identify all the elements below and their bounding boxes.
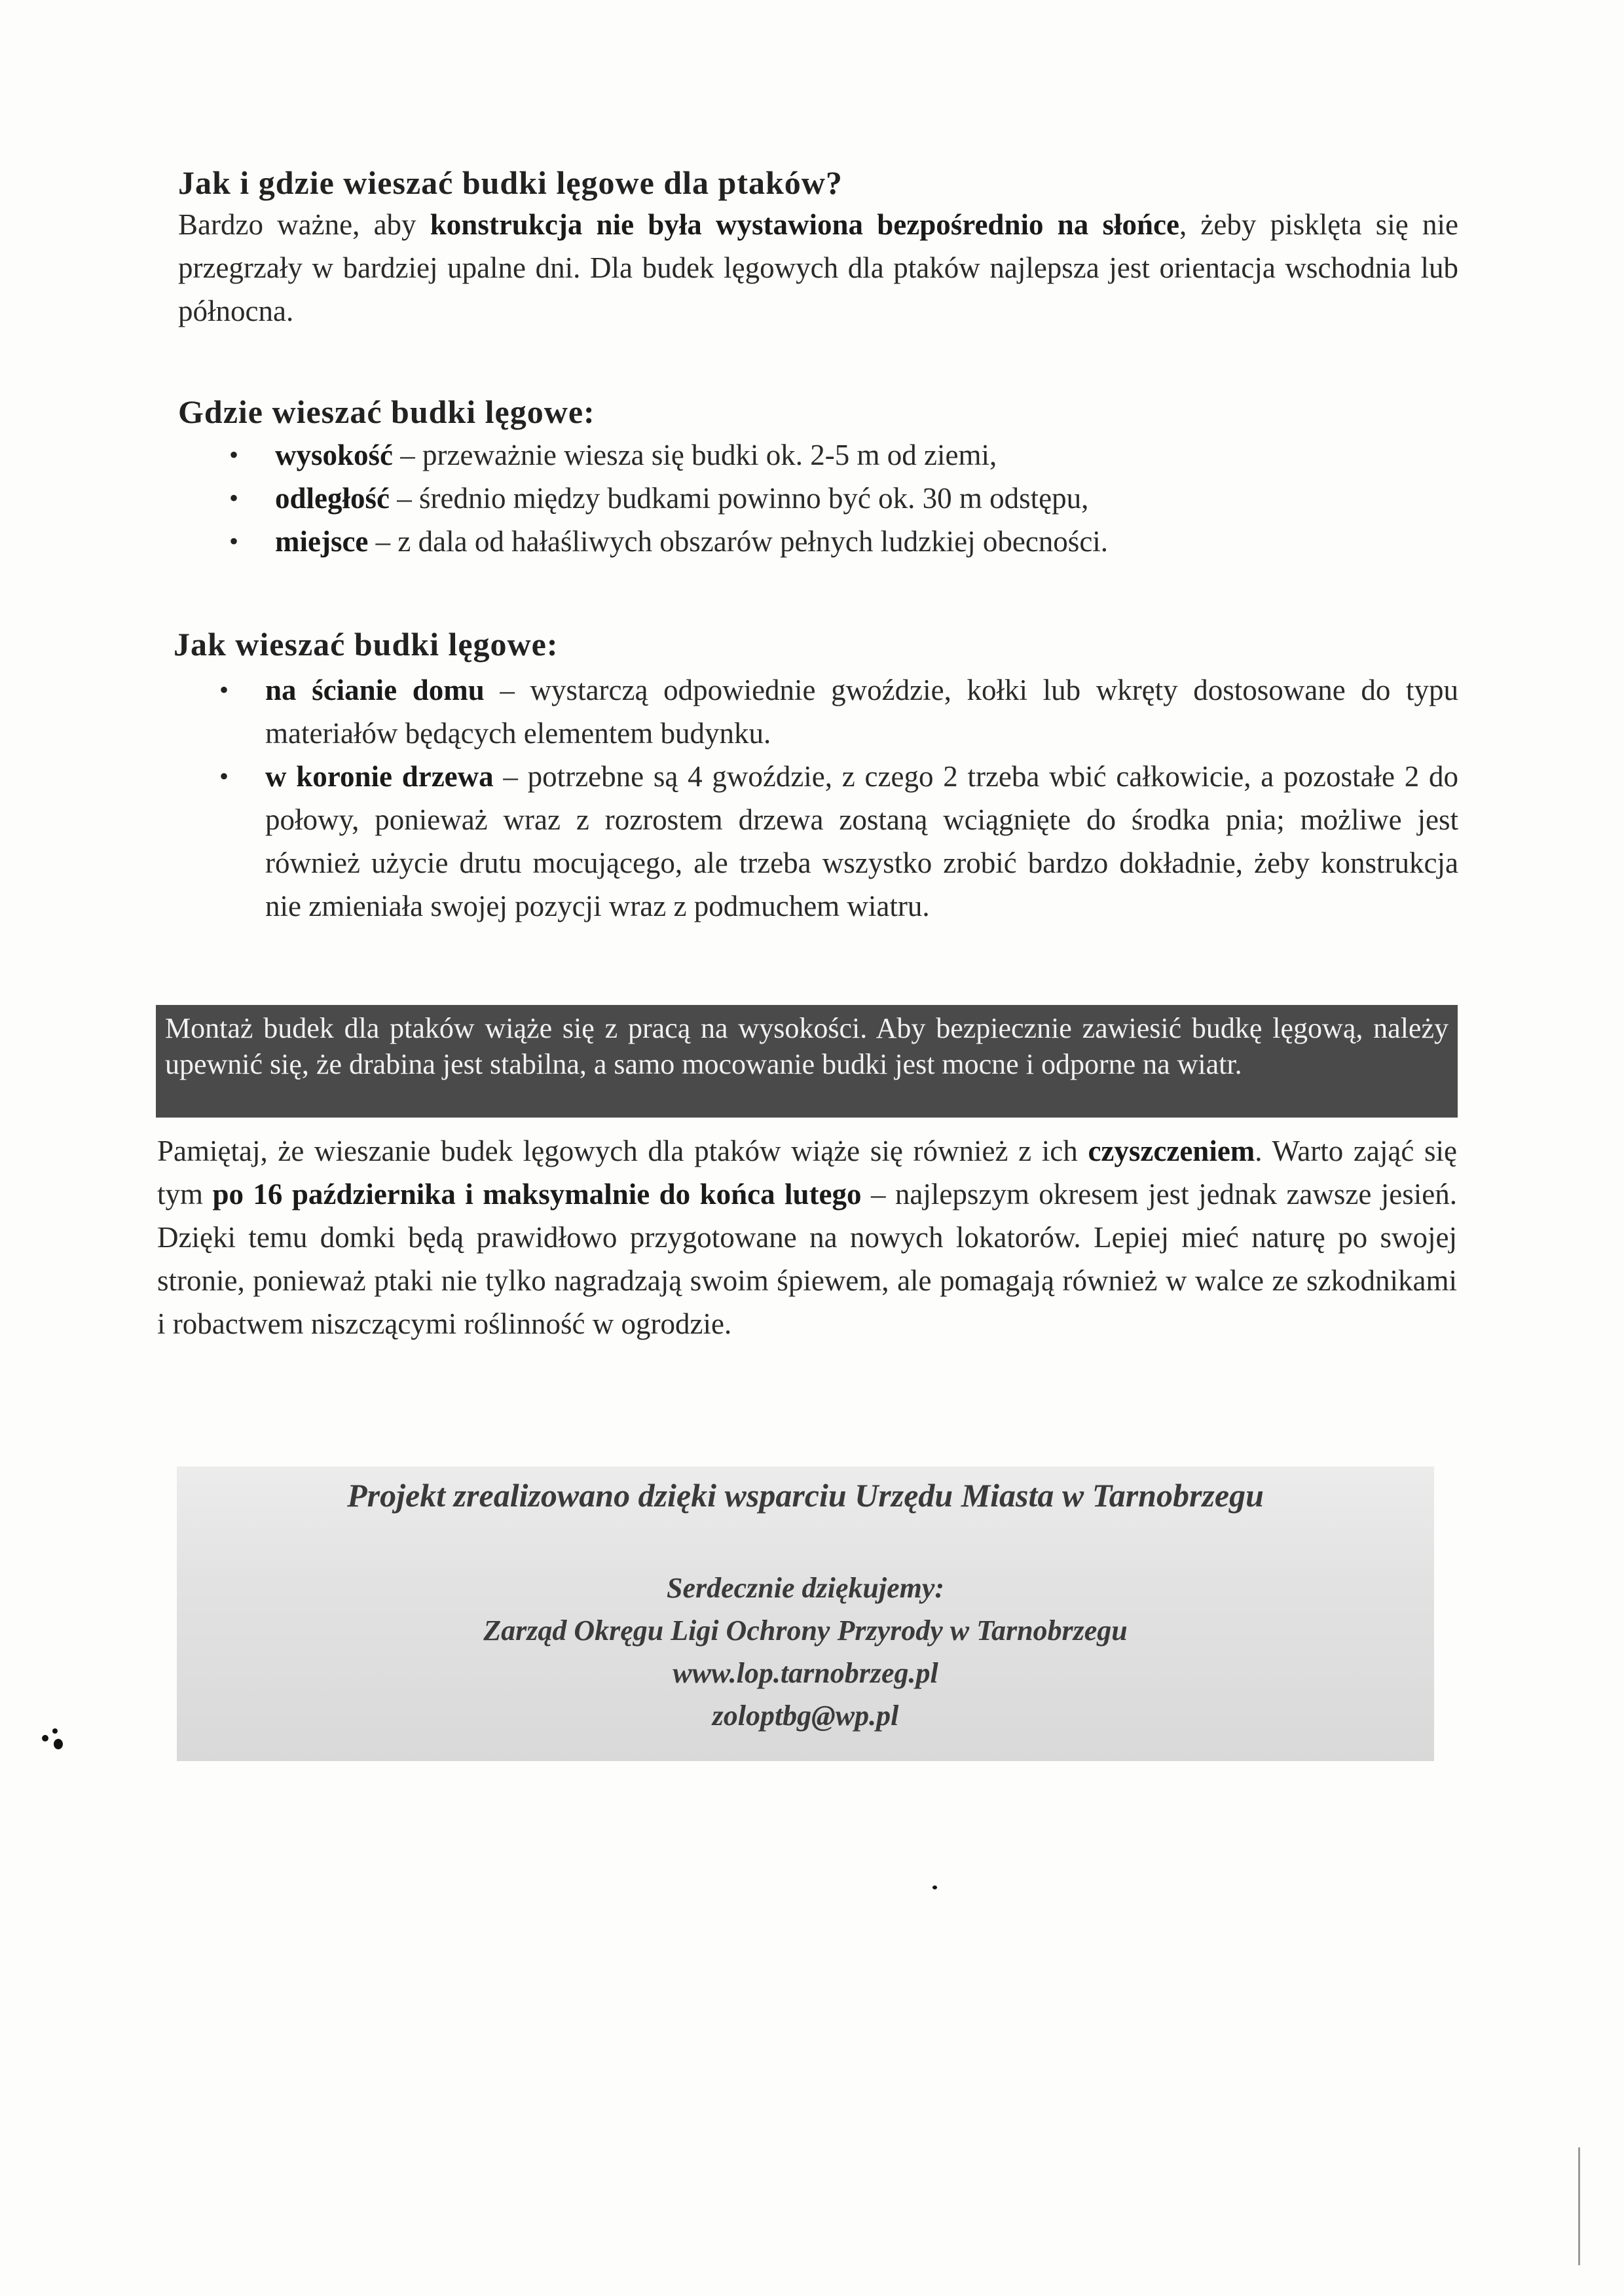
list-item: • w koronie drzewa – potrzebne są 4 gwoździe, z czego 2 trzeba wbić całkowicie, a pozostałe 2 do połowy, ponieważ wraz z rozrostem drzewa zostaną wciągnięte do środka pnia; możliwe jest również użycie drutu mocującego, ale trzeba wszystko zrobić bardzo dokładnie, żeby konstrukcja nie zmieniała swojej pozycji wraz z podmuchem wiatru. xyxy=(265,755,1458,928)
section-title-how: Jak wieszać budki lęgowe: xyxy=(174,626,559,663)
list-item: • miejsce – z dala od hałaśliwych obszarów pełnych ludzkiej obecności. xyxy=(275,520,1458,563)
list-item: • na ścianie domu – wystarczą odpowiednie gwoździe, kołki lub wkręty dostosowane do typu materiałów będących elementem budynku. xyxy=(265,668,1458,755)
website-link: www.lop.tarnobrzeg.pl xyxy=(673,1657,938,1689)
scan-speck xyxy=(54,1739,63,1749)
section-orientation xyxy=(178,164,1458,333)
where-list xyxy=(229,433,1458,563)
cleaning-paragraph: Pamiętaj, że wieszanie budek lęgowych dla ptaków wiąże się również z ich czyszczeniem. Warto zająć się tym po 16 października i maksymalnie do końca lutego – najlepszym okresem jest jednak zawsze jesień. Dzięki temu domki będą prawidłowo przygotowane na nowych lokatorów. Lepiej mieć naturę po swojej stronie, ponieważ ptaki nie tylko nagradzają swoim śpiewem, ale pomagają również w walce ze szkodnikami i robactwem niszczącymi roślinność w ogrodzie. xyxy=(157,1135,1458,1340)
bullet-icon: • xyxy=(229,440,239,469)
bullet-icon: • xyxy=(219,761,229,791)
organization-name: Zarząd Okręgu Ligi Ochrony Przyrody w Tarnobrzegu xyxy=(483,1614,1128,1647)
scan-speck xyxy=(52,1728,58,1734)
list-item: • odległość – średnio między budkami powinno być ok. 30 m odstępu, xyxy=(275,477,1458,520)
scan-edge-line xyxy=(1578,2147,1580,2265)
list-item: • wysokość – przeważnie wiesza się budki ok. 2-5 m od ziemi, xyxy=(275,433,1458,477)
safety-warning-box: Montaż budek dla ptaków wiąże się z pracą na wysokości. Aby bezpiecznie zawiesić budkę lęgową, należy upewnić się, że drabina jest stabilna, a samo mocowanie budki jest mocne i odporne na wiatr. xyxy=(156,1005,1458,1118)
section-cleaning xyxy=(157,1129,1457,1345)
bullet-icon: • xyxy=(229,483,239,513)
orientation-paragraph: Bardzo ważne, aby konstrukcja nie była wystawiona bezpośrednio na słońce, żeby pisklęta się nie przegrzały w bardziej upalne dni. Dla budek lęgowych dla ptaków najlepsza jest orientacja wschodnia lub północna. xyxy=(178,208,1458,327)
project-credit: Projekt zrealizowano dzięki wsparciu Urzędu Miasta w Tarnobrzegu xyxy=(347,1477,1264,1514)
section-title-how-where: Jak i gdzie wieszać budki lęgowe dla ptaków? xyxy=(178,164,843,201)
scan-speck xyxy=(42,1735,48,1741)
scan-speck xyxy=(932,1886,937,1889)
bullet-icon: • xyxy=(229,526,239,556)
bullet-icon: • xyxy=(219,675,229,704)
email-address: zoloptbg@wp.pl xyxy=(712,1700,899,1732)
section-how-to-hang xyxy=(174,625,1458,928)
thanks-heading: Serdecznie dziękujemy: xyxy=(666,1572,945,1604)
section-title-where: Gdzie wieszać budki lęgowe: xyxy=(178,393,595,430)
how-list xyxy=(219,668,1458,928)
section-where-to-hang xyxy=(178,393,1458,563)
